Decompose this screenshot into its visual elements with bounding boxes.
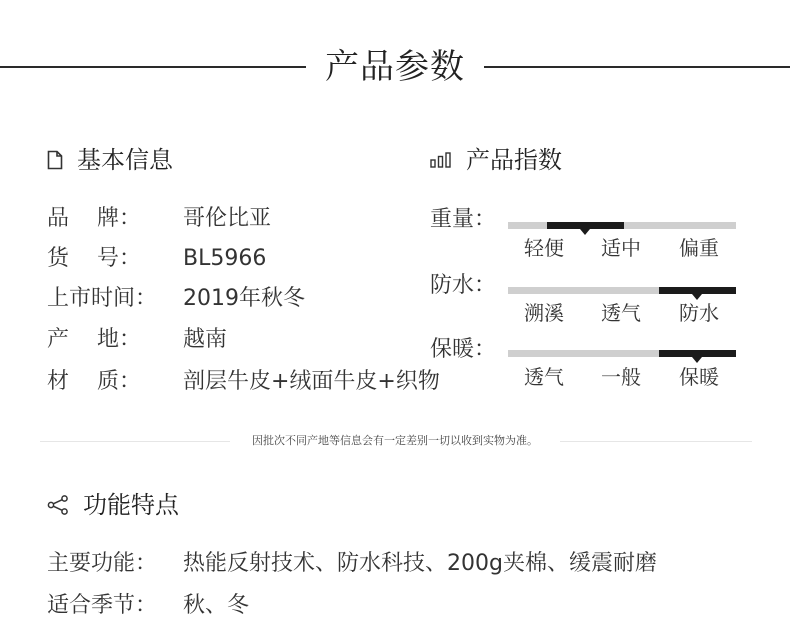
index-bar-fill	[547, 222, 624, 229]
index-label-warmth: 保暖：	[430, 337, 497, 362]
index-option: 轻便	[524, 236, 564, 260]
index-option: 透气	[601, 301, 641, 325]
title-line-right	[484, 66, 790, 68]
info-row-material	[47, 367, 440, 397]
product-index-title: 产品指数	[466, 146, 562, 174]
function-value: 热能反射技术、防水科技、200g夹棉、缓震耐磨	[183, 551, 657, 576]
product-index-heading	[430, 144, 562, 176]
info-row-origin	[47, 325, 227, 355]
info-row-item-number	[47, 244, 266, 274]
function-label: 适合季节：	[47, 593, 158, 618]
index-option: 一般	[601, 365, 641, 389]
index-option: 透气	[524, 365, 564, 389]
index-bar-weight	[508, 222, 736, 229]
info-row-launch-time	[47, 284, 305, 314]
info-label: 材 质：	[47, 369, 141, 394]
index-label-weight: 重量：	[430, 207, 497, 232]
index-bar-warmth	[508, 350, 736, 357]
document-icon	[47, 150, 63, 170]
page-title: 产品参数	[325, 47, 465, 87]
function-label: 主要功能：	[47, 551, 158, 576]
function-value: 秋、冬	[183, 593, 250, 618]
function-title: 功能特点	[83, 491, 179, 519]
info-label: 货 号：	[47, 246, 141, 271]
index-bar-fill	[659, 350, 736, 357]
info-value: 哥伦比亚	[183, 206, 272, 231]
info-label: 上市时间：	[47, 286, 158, 311]
note-divider-left	[40, 441, 230, 442]
share-icon	[47, 495, 69, 515]
info-value: 剖层牛皮+绒面牛皮+织物	[183, 369, 440, 394]
function-row-season	[47, 591, 249, 621]
index-option: 防水	[679, 301, 719, 325]
basic-info-heading	[47, 144, 173, 176]
index-option: 适中	[601, 236, 641, 260]
index-bar-waterproof	[508, 287, 736, 294]
info-label: 产 地：	[47, 327, 141, 352]
basic-info-title: 基本信息	[77, 146, 173, 174]
function-heading	[47, 489, 179, 521]
index-option: 溯溪	[524, 301, 564, 325]
index-label-waterproof: 防水：	[430, 273, 497, 298]
info-row-brand	[47, 204, 271, 234]
info-value: BL5966	[183, 246, 267, 271]
index-option: 保暖	[679, 365, 719, 389]
info-value: 2019年秋冬	[183, 286, 305, 311]
note-divider-right	[560, 441, 752, 442]
index-option: 偏重	[679, 236, 719, 260]
title-line-left	[0, 66, 306, 68]
function-row-main	[47, 549, 657, 579]
info-label: 品 牌：	[47, 206, 141, 231]
bar-chart-icon	[430, 152, 452, 168]
index-bar-fill	[659, 287, 736, 294]
disclaimer-note: 因批次不同产地等信息会有一定差别一切以收到实物为准。	[252, 434, 538, 447]
info-value: 越南	[183, 327, 228, 352]
